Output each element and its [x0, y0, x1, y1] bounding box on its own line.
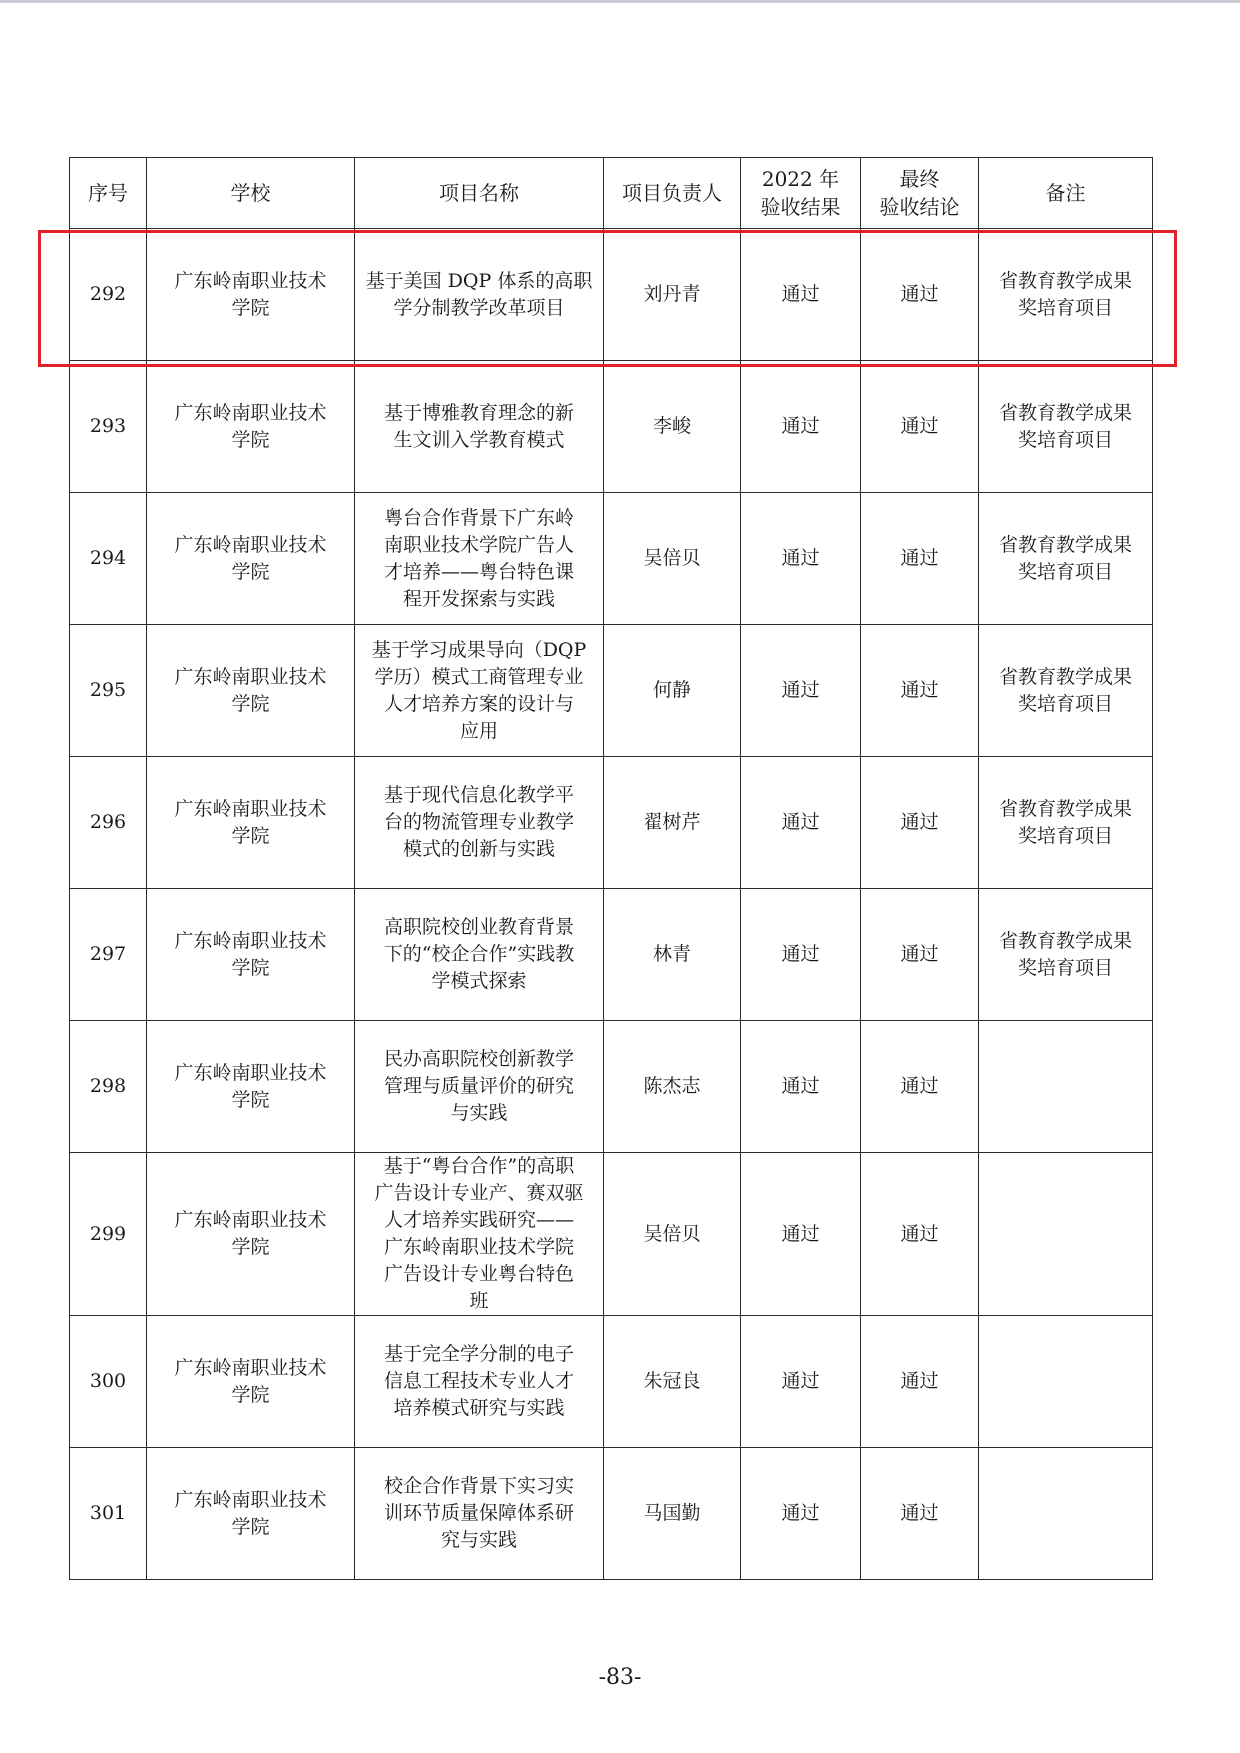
final-conclusion: 通过 — [861, 757, 979, 889]
project-name-cell — [355, 229, 604, 361]
header-project-name: 项目名称 — [355, 158, 604, 229]
project-name-line: 学历）模式工商管理专业 — [374, 665, 584, 688]
table-row — [70, 493, 1153, 625]
final-conclusion: 通过 — [861, 1021, 979, 1153]
note-cell — [979, 889, 1153, 1021]
result-2022: 通过 — [741, 757, 861, 889]
project-name-line: 民办高职院校创新教学 — [383, 1048, 574, 1070]
final-conclusion: 通过 — [861, 1448, 979, 1580]
final-conclusion: 通过 — [861, 229, 979, 361]
header-leader: 项目负责人 — [604, 158, 741, 229]
school-line: 广东岭南职业技术 — [174, 1488, 327, 1511]
table-row — [70, 229, 1153, 361]
note-line: 省教育教学成果 — [998, 797, 1132, 820]
row-number: 294 — [70, 493, 147, 625]
row-number: 298 — [70, 1021, 147, 1153]
final-conclusion: 通过 — [861, 1153, 979, 1316]
header-result-2022 — [741, 158, 861, 229]
project-name-line: 程开发探索与实践 — [402, 587, 555, 610]
row-number: 295 — [70, 625, 147, 757]
school-line: 学院 — [231, 1515, 270, 1538]
table-header-row — [70, 158, 1153, 229]
school-line: 广东岭南职业技术 — [174, 533, 327, 556]
result-2022: 通过 — [741, 1153, 861, 1316]
header-note: 备注 — [979, 158, 1153, 229]
note-line: 奖培育项目 — [1017, 692, 1113, 715]
project-leader: 刘丹青 — [604, 229, 741, 361]
school-cell — [147, 1153, 355, 1316]
school-cell — [147, 493, 355, 625]
school-cell — [147, 1448, 355, 1580]
project-name-line: 才培养——粤台特色课 — [383, 560, 574, 583]
note-line: 奖培育项目 — [1017, 296, 1113, 319]
project-name-line: 训环节质量保障体系研 — [383, 1502, 574, 1524]
row-number: 293 — [70, 361, 147, 493]
school-line: 广东岭南职业技术 — [174, 1356, 327, 1379]
project-name-cell — [355, 625, 604, 757]
table-row — [70, 1021, 1153, 1153]
header-no: 序号 — [70, 158, 147, 229]
note-line: 省教育教学成果 — [998, 929, 1132, 952]
school-cell — [147, 229, 355, 361]
page-number: -83- — [598, 1665, 642, 1690]
project-name-cell — [355, 493, 604, 625]
table-row — [70, 361, 1153, 493]
school-cell — [147, 361, 355, 493]
final-conclusion: 通过 — [861, 889, 979, 1021]
result-2022: 通过 — [741, 493, 861, 625]
row-number: 300 — [70, 1316, 147, 1448]
note-line: 省教育教学成果 — [998, 269, 1132, 292]
project-leader: 陈杰志 — [604, 1021, 741, 1153]
school-line: 广东岭南职业技术 — [174, 797, 327, 820]
school-line: 学院 — [231, 296, 270, 319]
project-name-line: 台的物流管理专业教学 — [383, 811, 574, 833]
project-name-line: 基于“粤台合作”的高职 — [383, 1155, 575, 1177]
project-leader: 朱冠良 — [604, 1316, 741, 1448]
project-name-cell — [355, 361, 604, 493]
project-name-line: 信息工程技术专业人才 — [383, 1370, 574, 1392]
project-name-line: 应用 — [459, 719, 498, 742]
project-leader: 林青 — [604, 889, 741, 1021]
school-cell — [147, 625, 355, 757]
note-cell — [979, 757, 1153, 889]
result-2022: 通过 — [741, 1021, 861, 1153]
result-2022: 通过 — [741, 229, 861, 361]
school-line: 学院 — [231, 692, 270, 715]
school-line: 广东岭南职业技术 — [174, 665, 327, 688]
project-name-line: 基于美国 DQP 体系的高职 — [365, 269, 593, 292]
header-result-2022-line1: 2022 年 — [761, 167, 840, 191]
project-leader: 翟树芹 — [604, 757, 741, 889]
school-line: 学院 — [231, 1236, 270, 1258]
school-line: 学院 — [231, 956, 270, 979]
table-body — [70, 229, 1153, 1580]
project-name-cell — [355, 1448, 604, 1580]
row-number: 299 — [70, 1153, 147, 1316]
project-name-line: 基于现代信息化教学平 — [383, 784, 574, 806]
result-2022: 通过 — [741, 625, 861, 757]
project-name-line: 基于学习成果导向（DQP — [371, 638, 587, 661]
note-line: 省教育教学成果 — [998, 401, 1132, 424]
project-name-line: 基于完全学分制的电子 — [383, 1343, 574, 1365]
final-conclusion: 通过 — [861, 1316, 979, 1448]
table-row — [70, 1153, 1153, 1316]
note-line: 奖培育项目 — [1017, 560, 1113, 583]
note-line: 奖培育项目 — [1017, 824, 1113, 847]
note-cell — [979, 1316, 1153, 1448]
project-name-line: 管理与质量评价的研究 — [383, 1075, 574, 1097]
project-name-line: 基于博雅教育理念的新 — [383, 401, 574, 424]
note-line: 奖培育项目 — [1017, 428, 1113, 451]
school-line: 广东岭南职业技术 — [174, 1061, 327, 1084]
project-leader: 马国勤 — [604, 1448, 741, 1580]
table-row — [70, 889, 1153, 1021]
school-cell — [147, 757, 355, 889]
header-final-line2: 验收结论 — [879, 195, 960, 219]
project-name-line: 模式的创新与实践 — [402, 838, 555, 860]
project-name-cell — [355, 1316, 604, 1448]
note-line: 奖培育项目 — [1017, 956, 1113, 979]
project-name-line: 究与实践 — [440, 1529, 517, 1551]
project-name-line: 培养模式研究与实践 — [393, 1397, 565, 1419]
note-line: 省教育教学成果 — [998, 665, 1132, 688]
project-name-line: 与实践 — [450, 1102, 508, 1124]
project-leader: 李峻 — [604, 361, 741, 493]
row-number: 292 — [70, 229, 147, 361]
school-cell — [147, 889, 355, 1021]
page-top-edge — [0, 0, 1240, 3]
table-row — [70, 757, 1153, 889]
final-conclusion: 通过 — [861, 625, 979, 757]
project-leader: 吴倍贝 — [604, 493, 741, 625]
project-name-line: 学分制教学改革项目 — [393, 296, 565, 319]
result-2022: 通过 — [741, 1316, 861, 1448]
project-name-cell — [355, 757, 604, 889]
result-2022: 通过 — [741, 361, 861, 493]
school-cell — [147, 1021, 355, 1153]
school-line: 学院 — [231, 1088, 270, 1111]
project-name-line: 人才培养实践研究—— — [383, 1209, 574, 1231]
school-line: 学院 — [231, 1383, 270, 1406]
project-leader: 何静 — [604, 625, 741, 757]
row-number: 296 — [70, 757, 147, 889]
project-name-line: 人才培养方案的设计与 — [383, 692, 574, 715]
school-line: 学院 — [231, 824, 270, 847]
project-name-cell — [355, 1021, 604, 1153]
header-result-2022-line2: 验收结果 — [760, 195, 841, 219]
note-cell — [979, 1448, 1153, 1580]
note-cell — [979, 1153, 1153, 1316]
project-name-line: 班 — [469, 1290, 489, 1312]
result-2022: 通过 — [741, 1448, 861, 1580]
project-name-line: 高职院校创业教育背景 — [383, 916, 574, 938]
project-name-line: 下的“校企合作”实践教 — [383, 943, 575, 965]
school-line: 广东岭南职业技术 — [174, 401, 327, 424]
note-cell — [979, 493, 1153, 625]
note-cell — [979, 625, 1153, 757]
table-row — [70, 1316, 1153, 1448]
school-line: 广东岭南职业技术 — [174, 269, 327, 292]
table-row — [70, 625, 1153, 757]
project-acceptance-table — [69, 157, 1153, 1580]
school-cell — [147, 1316, 355, 1448]
table-row — [70, 1448, 1153, 1580]
final-conclusion: 通过 — [861, 361, 979, 493]
note-line: 省教育教学成果 — [998, 533, 1132, 556]
note-cell — [979, 1021, 1153, 1153]
school-line: 广东岭南职业技术 — [174, 929, 327, 952]
note-cell — [979, 361, 1153, 493]
school-line: 学院 — [231, 428, 270, 451]
project-name-line: 粤台合作背景下广东岭 — [383, 506, 574, 529]
header-final-conclusion — [861, 158, 979, 229]
result-2022: 通过 — [741, 889, 861, 1021]
note-cell — [979, 229, 1153, 361]
project-name-cell — [355, 1153, 604, 1316]
project-leader: 吴倍贝 — [604, 1153, 741, 1316]
row-number: 297 — [70, 889, 147, 1021]
project-name-line: 校企合作背景下实习实 — [383, 1475, 574, 1497]
header-final-line1: 最终 — [899, 167, 940, 191]
project-name-line: 生文训入学教育模式 — [393, 428, 565, 451]
project-name-line: 南职业技术学院广告人 — [383, 533, 574, 556]
project-name-line: 广东岭南职业技术学院 — [383, 1236, 574, 1258]
school-line: 广东岭南职业技术 — [174, 1209, 327, 1231]
project-name-line: 广告设计专业粤台特色 — [383, 1263, 574, 1285]
final-conclusion: 通过 — [861, 493, 979, 625]
project-name-line: 学模式探索 — [431, 970, 527, 992]
school-line: 学院 — [231, 560, 270, 583]
header-school: 学校 — [147, 158, 355, 229]
row-number: 301 — [70, 1448, 147, 1580]
project-name-line: 广告设计专业产、赛双驱 — [374, 1182, 584, 1204]
project-name-cell — [355, 889, 604, 1021]
